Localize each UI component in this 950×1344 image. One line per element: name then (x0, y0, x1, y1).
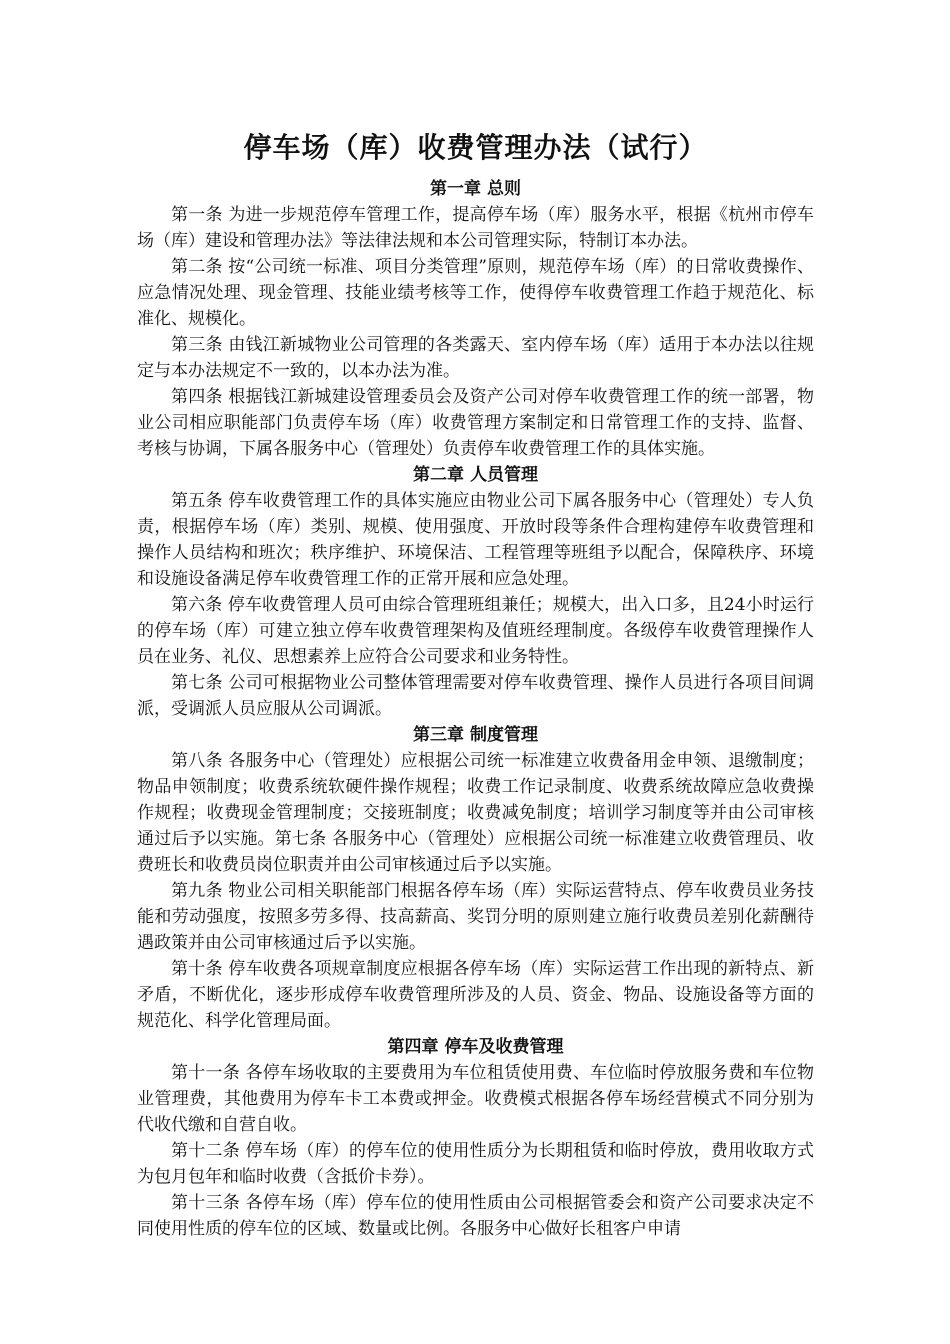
document-title: 停车场（库）收费管理办法（试行） (243, 131, 708, 164)
article-paragraph: 第十条 停车收费各项规章制度应根据各停车场（库）实际运营工作出现的新特点、新矛盾，不断优化，逐步形成停车收费管理所涉及的人员、资金、物品、设施设备等方面的规范化、科学化管理局面。 (137, 959, 814, 1031)
article-paragraph: 第九条 物业公司相关职能部门根据各停车场（库）实际运营特点、停车收费员业务技能和劳动强度，按照多劳多得、技高薪高、奖罚分明的原则建立施行收费员差别化薪酬待遇政策并由公司审核通过后予以实施。 (137, 881, 814, 953)
article-paragraph: 第三条 由钱江新城物业公司管理的各类露天、室内停车场（库）适用于本办法以往规定与本办法规定不一致的，以本办法为准。 (137, 335, 814, 381)
article-paragraph: 第十一条 各停车场收取的主要费用为车位租赁使用费、车位临时停放服务费和车位物业管理费，其他费用为停车卡工本费或押金。收费模式根据各停车场经营模式不同分别为代收代缴和自营自收。 (137, 1063, 814, 1135)
article-paragraph: 第四条 根据钱江新城建设管理委员会及资产公司对停车收费管理工作的统一部署，物业公司相应职能部门负责停车场（库）收费管理方案制定和日常管理工作的支持、监督、考核与协调，下属各服务中心（管理处）负责停车收费管理工作的具体实施。 (137, 387, 814, 459)
article-paragraph: 第六条 停车收费管理人员可由综合管理班组兼任；规模大，出入口多，且24小时运行的停车场（库）可建立独立停车收费管理架构及值班经理制度。各级停车收费管理操作人员在业务、礼仪、思想素养上应符合公司要求和业务特性。 (137, 595, 814, 667)
article-paragraph: 第五条 停车收费管理工作的具体实施应由物业公司下属各服务中心（管理处）专人负责，根据停车场（库）类别、规模、使用强度、开放时段等条件合理构建停车收费管理和操作人员结构和班次；秩序维护、环境保洁、工程管理等班组予以配合，保障秩序、环境和设施设备满足停车收费管理工作的正常开展和应急处理。 (137, 491, 814, 589)
chapter-heading: 第二章 人员管理 (413, 465, 538, 485)
chapter-2 (137, 462, 814, 722)
article-paragraph: 第十二条 停车场（库）的停车位的使用性质分为长期租赁和临时停放，费用收取方式为包月包年和临时收费（含抵价卡券）。 (137, 1141, 814, 1187)
chapter-1 (137, 176, 814, 462)
article-paragraph: 第八条 各服务中心（管理处）应根据公司统一标准建立收费备用金申领、退缴制度；物品申领制度；收费系统软硬件操作规程；收费工作记录制度、收费系统故障应急收费操作规程；收费现金管理制度；交接班制度；收费减免制度；培训学习制度等并由公司审核通过后予以实施。第七条 各服务中心（管理处）应根据公司统一标准建立收费管理员、收费班长和收费员岗位职责并由公司审核通过后予以实施。 (137, 751, 814, 875)
article-paragraph: 第十三条 各停车场（库）停车位的使用性质由公司根据管委会和资产公司要求决定不同使用性质的停车位的区域、数量或比例。各服务中心做好长租客户申请 (137, 1193, 814, 1239)
article-paragraph: 第七条 公司可根据物业公司整体管理需要对停车收费管理、操作人员进行各项目间调派，受调派人员应服从公司调派。 (137, 673, 814, 719)
document-page (137, 126, 814, 1242)
article-paragraph: 第二条 按“公司统一标准、项目分类管理”原则，规范停车场（库）的日常收费操作、应急情况处理、现金管理、技能业绩考核等工作，使得停车收费管理工作趋于规范化、标准化、规模化。 (137, 257, 814, 329)
chapter-3 (137, 722, 814, 1034)
article-paragraph: 第一条 为进一步规范停车管理工作，提高停车场（库）服务水平，根据《杭州市停车场（库）建设和管理办法》等法律法规和本公司管理实际，特制订本办法。 (137, 205, 814, 251)
chapter-heading: 第一章 总则 (430, 179, 521, 199)
chapter-4 (137, 1034, 814, 1242)
chapter-heading: 第四章 停车及收费管理 (387, 1037, 564, 1057)
chapter-heading: 第三章 制度管理 (413, 725, 538, 745)
